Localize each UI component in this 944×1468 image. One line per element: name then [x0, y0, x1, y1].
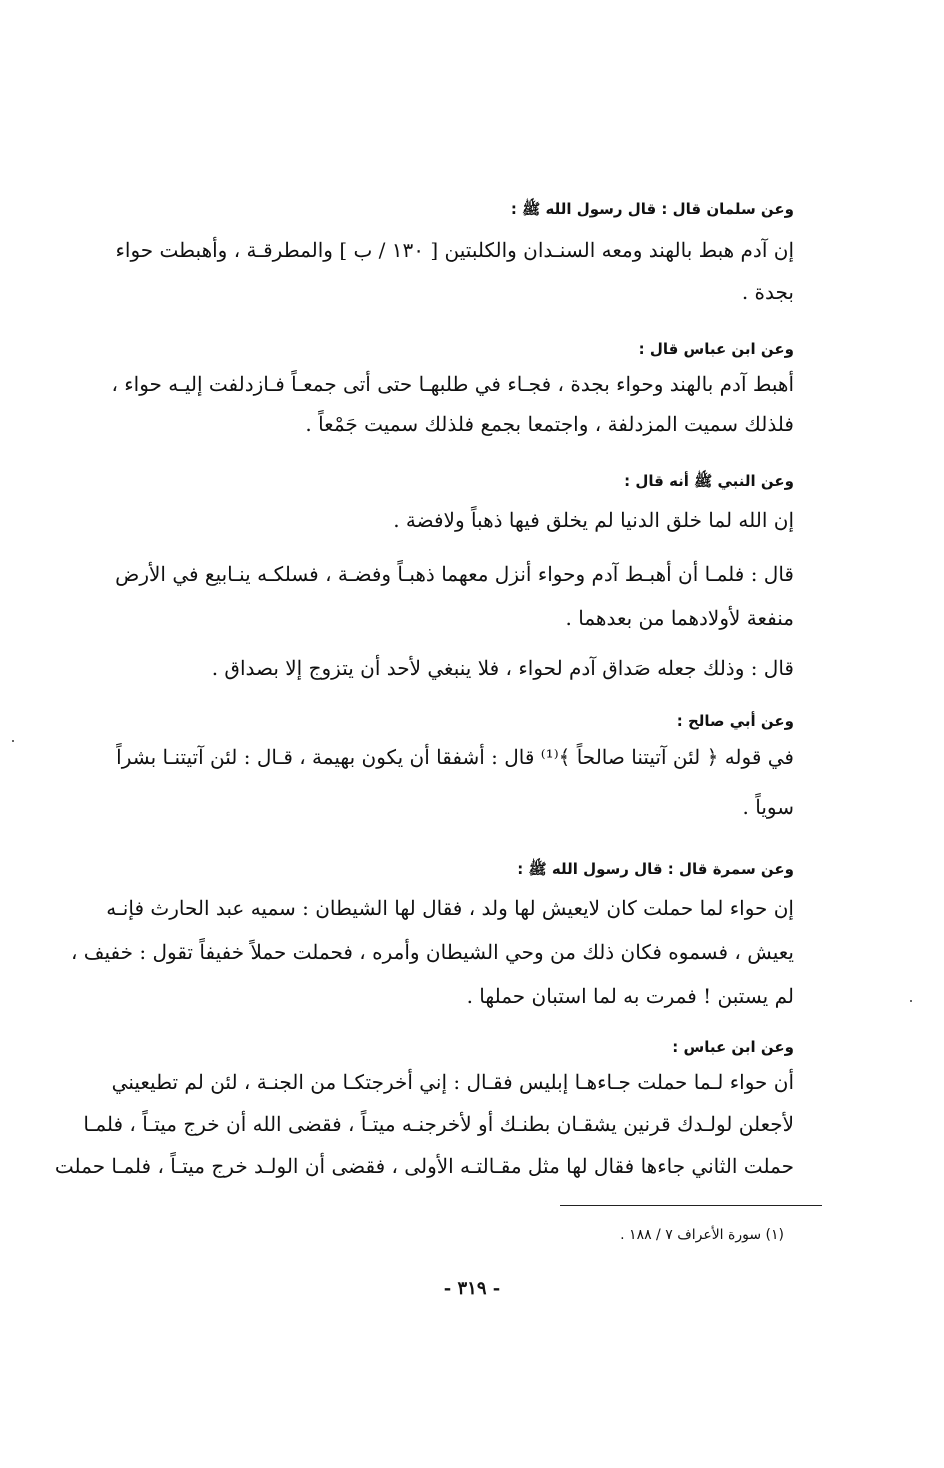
footnote-divider: [560, 1205, 822, 1206]
page-number: - ٣١٩ -: [443, 1278, 501, 1299]
body-line: سوياً .: [742, 795, 794, 819]
footnote: (١) سورة الأعراف ٧ / ١٨٨ .: [620, 1227, 784, 1243]
body-line: أن حواء لـما حملت جـاءهـا إبليس فقـال : إني أخرجتكـا من الجنـة ، لئن لم تطيعيني: [111, 1070, 794, 1094]
scan-speck: [12, 740, 14, 742]
body-line: قال : وذلك جعله صَداق آدم لحواء ، فلا ينبغي لأحد أن يتزوج إلا بصداق .: [211, 656, 794, 680]
section-heading: وعن سمرة قال : قال رسول الله ﷺ :: [517, 860, 794, 878]
body-line: إن الله لما خلق الدنيا لم يخلق فيها ذهباً ولافضة .: [393, 508, 794, 532]
section-heading: وعن أبي صالح :: [676, 712, 794, 730]
body-line: يعيش ، فسموه فكان ذلك من وحي الشيطان وأمره ، فحملت حملاً خفيفاً تقول : خفيف ،: [70, 940, 794, 964]
body-line: حملت الثاني جاءها فقال لها مثل مقـالتـه الأولى ، فقضى أن الولـد خرج ميتـاً ، فلمـا حملت: [54, 1154, 794, 1178]
section-heading: وعن ابن عباس قال :: [638, 340, 794, 358]
body-line: إن حواء لما حملت كان لايعيش لها ولد ، فقال لها الشيطان : سميه عبد الحارث فإنـه: [106, 896, 794, 920]
body-line: في قوله ﴿ لئن آتيتنا صالحاً ﴾⁽¹⁾ قال : أشفقا أن يكون بهيمة ، قـال : لئن آتيتنـا بشراً: [116, 745, 794, 769]
body-line: منفعة لأولادهما من بعدهما .: [565, 606, 794, 630]
section-heading: وعن النبي ﷺ أنه قال :: [624, 472, 794, 490]
scan-speck: [910, 1000, 912, 1002]
body-line: لأجعلن لولـدك قرنين يشقـان بطنـك أو لأخرجنـه ميتـاً ، فقضى الله أن خرج ميتـاً ، فلمـا: [83, 1112, 794, 1136]
body-line: فلذلك سميت المزدلفة ، واجتمعا بجمع فلذلك سميت جَمْعاً .: [305, 412, 794, 436]
body-line: قال : فلمـا أن أهبـط آدم وحواء أنزل معهما ذهبـاً وفضـة ، فسلكـه ينـابيع في الأرض: [115, 562, 794, 586]
body-line: أهبط آدم بالهند وحواء بجدة ، فجـاء في طلبهـا حتى أتى جمعـاً فـازدلفت إليـه حواء ،: [111, 372, 794, 396]
body-line: إن آدم هبط بالهند ومعه السنـدان والكلبتين [ ١٣٠ / ب ] والمطرقـة ، وأهبطت حواء: [115, 238, 794, 262]
section-heading: وعن سلمان قال : قال رسول الله ﷺ :: [510, 200, 794, 218]
section-heading: وعن ابن عباس :: [672, 1038, 794, 1056]
body-line: بجدة .: [741, 280, 794, 304]
body-line: لم يستبن ! فمرت به لما استبان حملها .: [466, 984, 794, 1008]
